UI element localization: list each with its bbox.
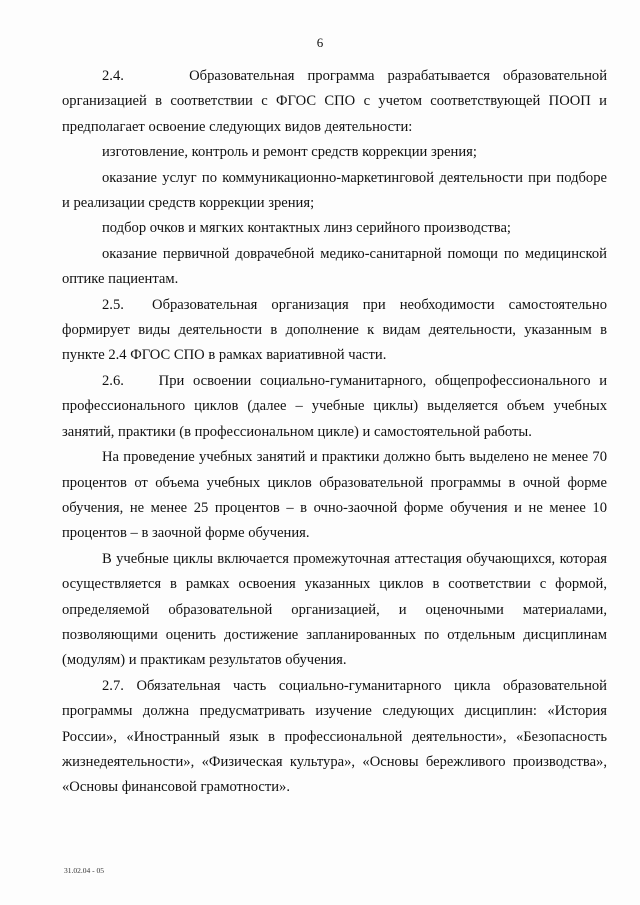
paragraph-activity-2: оказание услуг по коммуникационно-маркетинговой деятельности при подборе и реализации средств коррекции зрения; [62, 169, 607, 212]
page-number: 6 [316, 35, 324, 50]
document-body [62, 64, 607, 801]
paragraph-2-4: 2.4. Образовательная программа разрабатывается образовательной организацией в соответствии с ФГОС СПО с учетом соответствующей ПООП и предполагает освоение следующих видов деятельности: [62, 68, 607, 135]
paragraph-70-percent: На проведение учебных занятий и практики должно быть выделено не менее 70 процентов от объема учебных циклов образовательной программы в очной форме обучения, не менее 25 процентов – в очно-заочной форме обучения и не менее 10 процентов – в заочной форме обучения. [62, 449, 607, 542]
paragraph-2-6: 2.6. При освоении социально-гуманитарного, общепрофессионального и профессионального циклов (далее – учебные циклы) выделяется объем учебных занятий, практики (в профессиональном цикле) и самостоятельной работы. [62, 372, 607, 440]
paragraph-attestation: В учебные циклы включается промежуточная аттестация обучающихся, которая осуществляется в рамках освоения указанных циклов в соответствии с формой, определяемой образовательной организацией, и оценочными материалами, позволяющими оценить достижение запланированных по отдельным дисциплинам (модулям) и практикам результатов обучения. [62, 550, 607, 669]
paragraph-activity-4: оказание первичной доврачебной медико-санитарной помощи по медицинской оптике пациентам. [62, 245, 607, 288]
paragraph-2-7: 2.7. Обязательная часть социально-гуманитарного цикла образовательной программы должна предусматривать изучение следующих дисциплин: «История России», «Иностранный язык в профессиональной деятельности», «Безопасность жизнедеятельности», «Физическая культура», «Основы бережливого производства», «Основы финансовой грамотности». [62, 677, 607, 796]
paragraph-activity-1: изготовление, контроль и ремонт средств коррекции зрения; [102, 144, 477, 161]
paragraph-activity-3: подбор очков и мягких контактных линз серийного производства; [102, 220, 511, 237]
footer-code: 31.02.04 - 05 [64, 866, 104, 875]
paragraph-2-5: 2.5. Образовательная организация при необходимости самостоятельно формирует виды деятельности в дополнение к видам деятельности, указанным в пункте 2.4 ФГОС СПО в рамках вариативной части. [62, 296, 607, 364]
